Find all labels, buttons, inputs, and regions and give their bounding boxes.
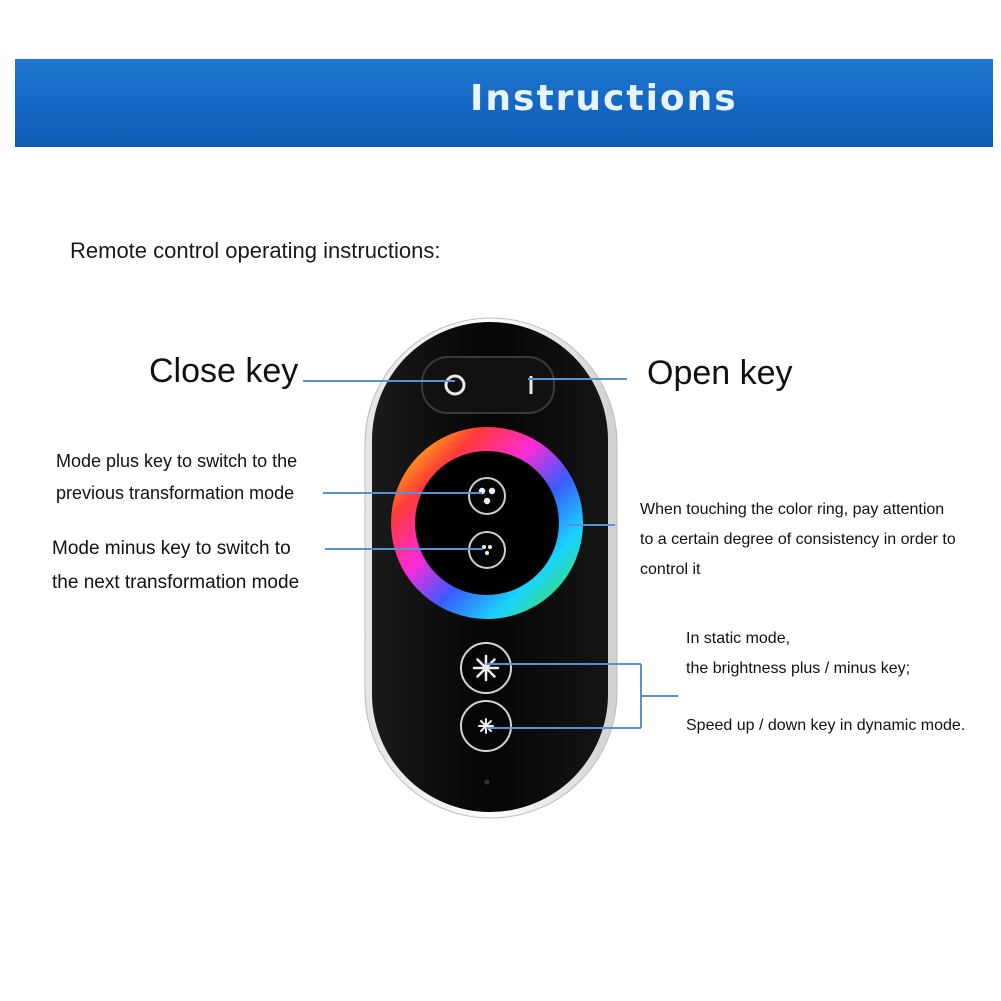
power-pad <box>422 357 554 413</box>
page-subtitle: Remote control operating instructions: <box>70 238 441 263</box>
mode-minus-label: Mode minus key to switch to the next transformation mode <box>52 538 300 593</box>
open-key-label: Open key <box>647 354 793 392</box>
speed-label: Speed up / down key in dynamic mode. <box>686 717 966 734</box>
color-ring[interactable] <box>403 439 571 607</box>
banner-title: Instructions <box>470 78 738 119</box>
mode-plus-label: Mode plus key to switch to the previous transformation mode <box>56 451 298 503</box>
indicator-led <box>485 780 490 785</box>
brightness-plus-icon[interactable] <box>461 643 511 693</box>
brightness-label: In static mode, the brightness plus / minus key; <box>686 630 911 677</box>
mode-plus-icon[interactable] <box>469 478 505 514</box>
brightness-minus-icon[interactable] <box>461 701 511 751</box>
color-ring-label: When touching the color ring, pay attention to a certain degree of consistency in order to control it <box>640 501 956 578</box>
close-key-label: Close key <box>149 352 299 390</box>
